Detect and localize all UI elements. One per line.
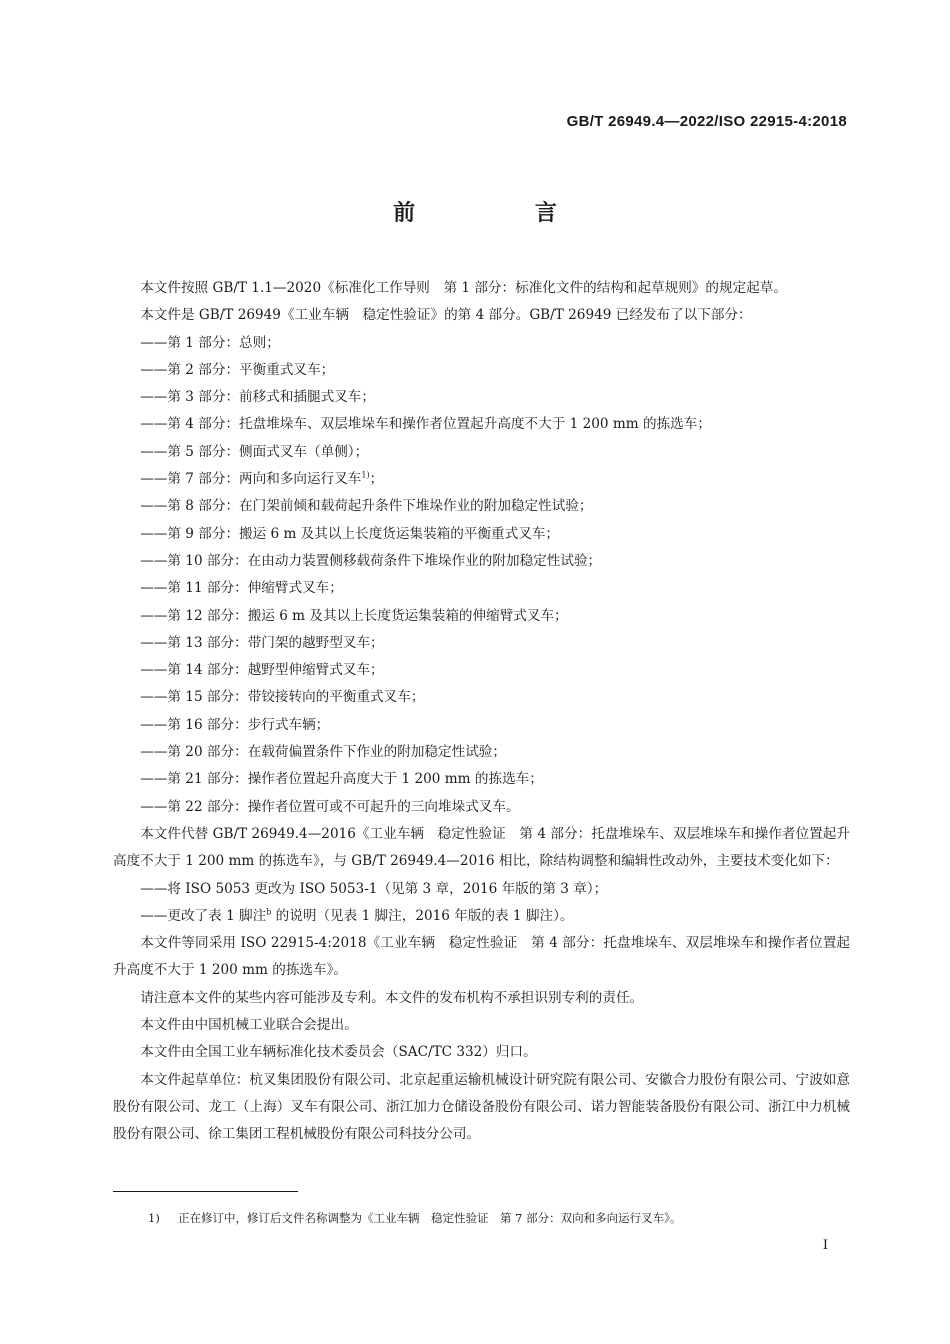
- paragraph-proposer: 本文件由中国机械工业联合会提出。: [140, 1017, 358, 1034]
- paragraph-drafting-units: 本文件起草单位：杭叉集团股份有限公司、北京起重运输机械设计研究院有限公司、安徽合力股份有限公司、宁波如意股份有限公司、龙工（上海）叉车有限公司、浙江加力仓储设备股份有限公司、诺力智能装备股份有限公司、浙江中力机械股份有限公司、徐工集团工程机械股份有限公司科技分公司。: [113, 1071, 850, 1143]
- change-item-text: ——更改了表 1 脚注: [140, 907, 267, 924]
- list-item: ——第 21 部分：操作者位置起升高度大于 1 200 mm 的拣选车；: [140, 771, 543, 788]
- footnote-reference: 1): [361, 470, 370, 480]
- paragraph-drafting-rules: 本文件按照 GB/T 1.1—2020《标准化工作导则 第 1 部分：标准化文件的结构和起草规则》的规定起草。: [140, 280, 787, 296]
- list-item: ——第 22 部分：操作者位置可或不可起升的三向堆垛式叉车。: [140, 798, 520, 815]
- list-item: ——第 12 部分：搬运 6 m 及其以上长度货运集装箱的伸缩臂式叉车；: [140, 607, 568, 624]
- list-item: ——第 3 部分：前移式和插腿式叉车；: [140, 389, 375, 406]
- change-item: ——将 ISO 5053 更改为 ISO 5053-1（见第 3 章，2016 年版的第 3 章）；: [140, 880, 608, 897]
- list-item: ——第 11 部分：伸缩臂式叉车；: [140, 580, 343, 597]
- list-item: ——第 13 部分：带门架的越野型叉车；: [140, 634, 384, 651]
- list-item: ——第 20 部分：在载荷偏置条件下作业的附加稳定性试验；: [140, 744, 506, 761]
- page-title: 前 言: [393, 201, 613, 226]
- list-item: ——第 15 部分：带铰接转向的平衡重式叉车；: [140, 689, 425, 706]
- list-item: ——第 8 部分：在门架前倾和载荷起升条件下堆垛作业的附加稳定性试验；: [140, 498, 593, 515]
- standard-code: GB/T 26949.4—2022/ISO 22915-4:2018: [566, 113, 847, 130]
- list-item-punctuation: ；: [369, 471, 384, 488]
- footnote-divider: [113, 1191, 298, 1192]
- paragraph-patent-notice: 请注意本文件的某些内容可能涉及专利。本文件的发布机构不承担识别专利的责任。: [140, 989, 644, 1006]
- list-item: ——第 14 部分：越野型伸缩臂式叉车；: [140, 662, 384, 679]
- change-item-text-tail: 的说明（见表 1 脚注，2016 年版的表 1 脚注）。: [271, 907, 574, 924]
- paragraph-replaces: 本文件代替 GB/T 26949.4—2016《工业车辆 稳定性验证 第 4 部分：托盘堆垛车、双层堆垛车和操作者位置起升高度不大于 1 200 mm 的拣选车》，与 GB/T 26949.4—2016 相比，除结构调整和编辑性改动外，主要技术变化如下：: [113, 825, 850, 870]
- page-number: I: [822, 1238, 828, 1253]
- list-item: ——第 16 部分：步行式车辆；: [140, 716, 330, 733]
- paragraph-parts-intro: 本文件是 GB/T 26949《工业车辆 稳定性验证》的第 4 部分。GB/T 26949 已经发布了以下部分：: [140, 307, 752, 324]
- footnote: [148, 1210, 681, 1226]
- document-body: [113, 275, 850, 1149]
- list-item: ——第 2 部分：平衡重式叉车；: [140, 361, 335, 378]
- table-footnote-marker: b: [266, 907, 272, 917]
- list-item: ——第 5 部分：侧面式叉车（单侧）；: [140, 443, 369, 460]
- change-item: [113, 903, 850, 930]
- paragraph-committee: 本文件由全国工业车辆标准化技术委员会（SAC/TC 332）归口。: [140, 1044, 537, 1061]
- list-item-text: ——第 7 部分：两向和多向运行叉车: [140, 471, 362, 488]
- footnote-text: 正在修订中，修订后文件名称调整为《工业车辆 稳定性验证 第 7 部分：双向和多向运行叉车》。: [178, 1211, 682, 1225]
- list-item: ——第 4 部分：托盘堆垛车、双层堆垛车和操作者位置起升高度不大于 1 200 mm 的拣选车；: [140, 416, 711, 433]
- list-item: ——第 9 部分：搬运 6 m 及其以上长度货运集装箱的平衡重式叉车；: [140, 525, 560, 542]
- list-item-part-7: [113, 466, 850, 493]
- footnote-label: 1): [148, 1211, 160, 1225]
- list-item: ——第 10 部分：在由动力装置侧移载荷条件下堆垛作业的附加稳定性试验；: [140, 552, 602, 569]
- list-item: ——第 1 部分：总则；: [140, 334, 280, 351]
- paragraph-adoption: 本文件等同采用 ISO 22915-4:2018《工业车辆 稳定性验证 第 4 部分：托盘堆垛车、双层堆垛车和操作者位置起升高度不大于 1 200 mm 的拣选车》。: [113, 935, 850, 979]
